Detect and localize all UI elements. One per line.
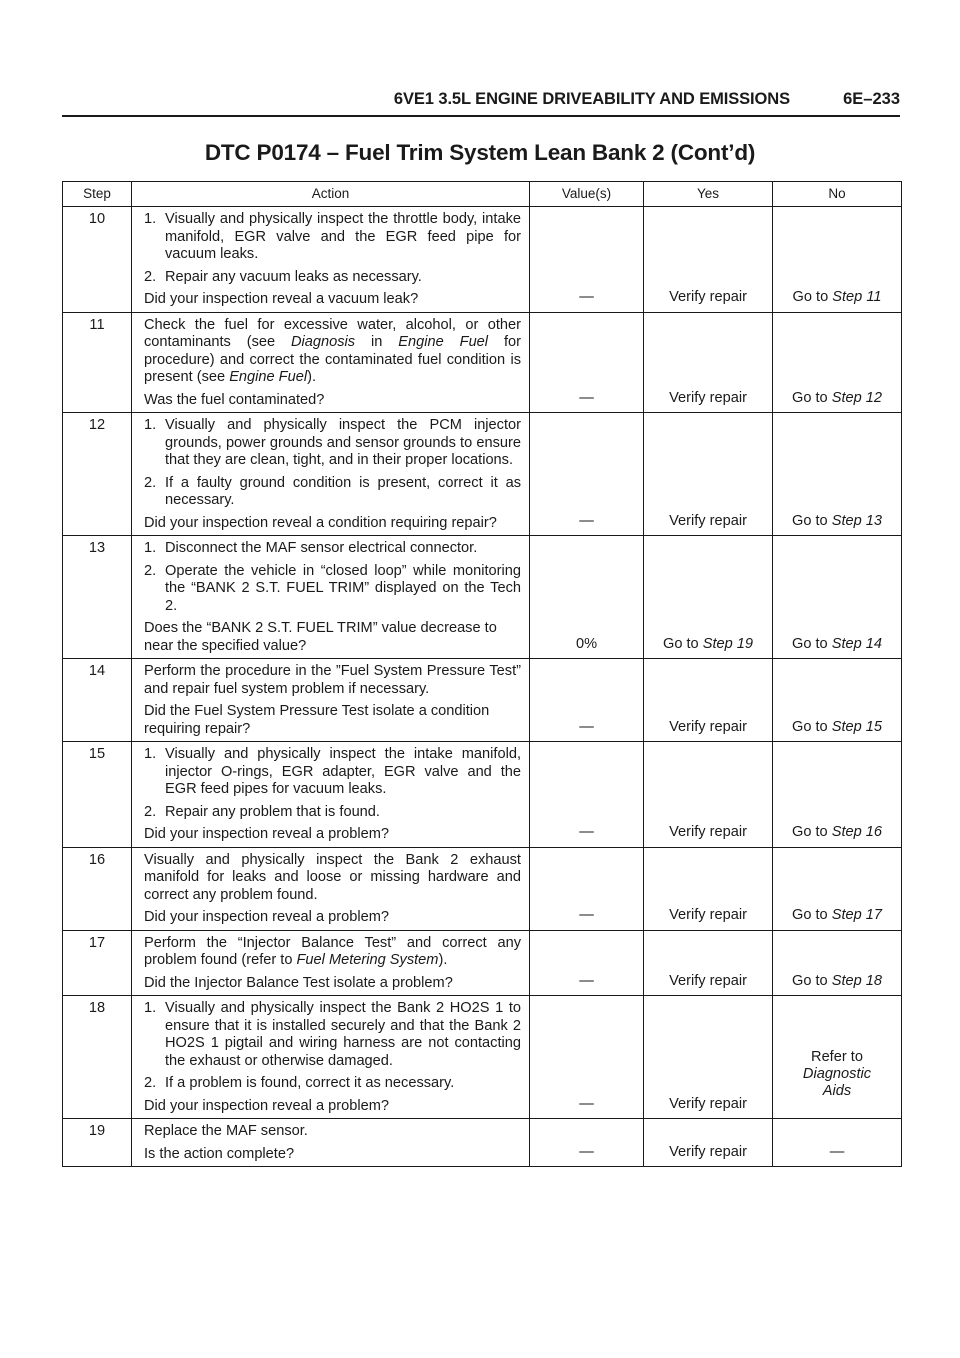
table-row [63,413,902,536]
action-cell [132,996,530,1119]
no-cell: Go to Step 12 [773,312,902,413]
column-header-yes: Yes [644,182,773,207]
step-number: 15 [63,742,132,848]
question-text: Did your inspection reveal a problem? [144,826,389,842]
action-cell [132,1119,530,1167]
column-header-step: Step [63,182,132,207]
table-row [63,847,902,930]
yes-cell: Verify repair [644,207,773,313]
question-text: Is the action complete? [144,1145,295,1162]
value-cell: — [530,847,644,930]
list-item: 2. If a problem is found, correct it as necessary. [144,1075,455,1091]
value-cell: — [530,930,644,996]
column-header-values: Value(s) [530,182,644,207]
question-text: Did your inspection reveal a vacuum leak? [144,291,419,307]
question-text: Did your inspection reveal a problem? [144,1097,389,1114]
action-paragraph: Perform the procedure in the ”Fuel System Pressure Test” and repair fuel system problem if necessary. [144,663,521,697]
table-row [63,1119,902,1167]
list-item: 2. If a faulty ground condition is present, correct it as necessary. [144,474,521,508]
action-cell [132,659,530,742]
step-number: 19 [63,1119,132,1167]
step-number: 18 [63,996,132,1119]
list-item: 1. Disconnect the MAF sensor electrical connector. [144,540,478,556]
yes-cell: Verify repair [644,742,773,848]
question-text: Did the Fuel System Pressure Test isolate a condition requiring repair? [144,703,490,737]
action-paragraph: Visually and physically inspect the Bank 2 exhaust manifold for leaks and loose or missing hardware and correct any problem found. [144,851,521,903]
no-cell: Go to Step 16 [773,742,902,848]
yes-cell: Verify repair [644,996,773,1119]
no-cell: Refer to Diagnostic Aids [773,996,902,1119]
diagnostic-table [62,181,902,1167]
table-row [63,930,902,996]
action-paragraph: Perform the “Injector Balance Test” and correct any problem found (refer to Fuel Metering System). [144,934,521,968]
list-item: 2. Repair any problem that is found. [144,803,380,820]
table-row [63,312,902,413]
no-cell: Go to Step 15 [773,659,902,742]
list-item: 1. Visually and physically inspect the intake manifold, injector O-rings, EGR adapter, EGR valve and the EGR feed pipes for vacuum leaks. [144,746,521,797]
value-cell: 0% [530,536,644,659]
yes-cell: Verify repair [644,930,773,996]
no-cell: Go to Step 17 [773,847,902,930]
yes-cell: Verify repair [644,413,773,536]
column-header-action: Action [132,182,530,207]
yes-cell: Verify repair [644,1119,773,1167]
page-header [62,86,900,116]
section-title: 6VE1 3.5L ENGINE DRIVEABILITY AND EMISSIONS [393,90,790,108]
value-cell: — [530,1119,644,1167]
action-cell [132,847,530,930]
step-number: 12 [63,413,132,536]
list-item: 2. Operate the vehicle in “closed loop” while monitoring the “BANK 2 S.T. FUEL TRIM” displayed on the Tech 2. [144,562,521,614]
yes-cell: Verify repair [644,312,773,413]
value-cell: — [530,742,644,848]
action-cell [132,207,530,313]
header-rule [62,115,900,117]
step-number: 14 [63,659,132,742]
question-text: Does the “BANK 2 S.T. FUEL TRIM” value decrease to near the specified value? [144,620,497,654]
table-row [63,996,902,1119]
action-cell [132,312,530,413]
value-cell: — [530,996,644,1119]
step-number: 10 [63,207,132,313]
no-cell: — [773,1119,902,1167]
column-header-no: No [773,182,902,207]
page-number: 6E–233 [843,90,900,108]
action-cell [132,742,530,848]
table-header-row [63,182,902,207]
no-cell: Go to Step 14 [773,536,902,659]
value-cell: — [530,659,644,742]
table-row [63,742,902,848]
yes-cell: Go to Step 19 [644,536,773,659]
question-text: Did the Injector Balance Test isolate a problem? [144,974,453,991]
value-cell: — [530,413,644,536]
question-text: Was the fuel contaminated? [144,391,325,408]
action-paragraph: Replace the MAF sensor. [144,1123,308,1139]
step-number: 11 [63,312,132,413]
table-row [63,536,902,659]
list-item: 1. Visually and physically inspect the Bank 2 HO2S 1 to ensure that it is installed securely and that the Bank 2 HO2S 1 pigtail and wiring harness are not contacting the exhaust or otherwise damaged. [144,1000,521,1069]
action-cell [132,536,530,659]
step-number: 13 [63,536,132,659]
no-cell: Go to Step 18 [773,930,902,996]
step-number: 16 [63,847,132,930]
list-item: 2. Repair any vacuum leaks as necessary. [144,268,422,285]
page-title: DTC P0174 – Fuel Trim System Lean Bank 2 (Cont’d) [204,140,756,165]
action-paragraph: Check the fuel for excessive water, alcohol, or other contaminants (see Diagnosis in Engine Fuel for procedure) and correct the contaminated fuel condition is present (see Engine Fuel). [144,316,521,385]
value-cell: — [530,207,644,313]
value-cell: — [530,312,644,413]
no-cell: Go to Step 13 [773,413,902,536]
table-row [63,207,902,313]
step-number: 17 [63,930,132,996]
question-text: Did your inspection reveal a problem? [144,909,389,925]
yes-cell: Verify repair [644,847,773,930]
no-cell: Go to Step 11 [773,207,902,313]
table-row [63,659,902,742]
yes-cell: Verify repair [644,659,773,742]
action-cell [132,930,530,996]
list-item: 1. Visually and physically inspect the PCM injector grounds, power grounds and sensor grounds to ensure that they are clean, tight, and in their proper locations. [144,417,521,468]
list-item: 1. Visually and physically inspect the throttle body, intake manifold, EGR valve and the EGR feed pipe for vacuum leaks. [144,211,521,262]
question-text: Did your inspection reveal a condition requiring repair? [144,514,497,531]
action-cell [132,413,530,536]
